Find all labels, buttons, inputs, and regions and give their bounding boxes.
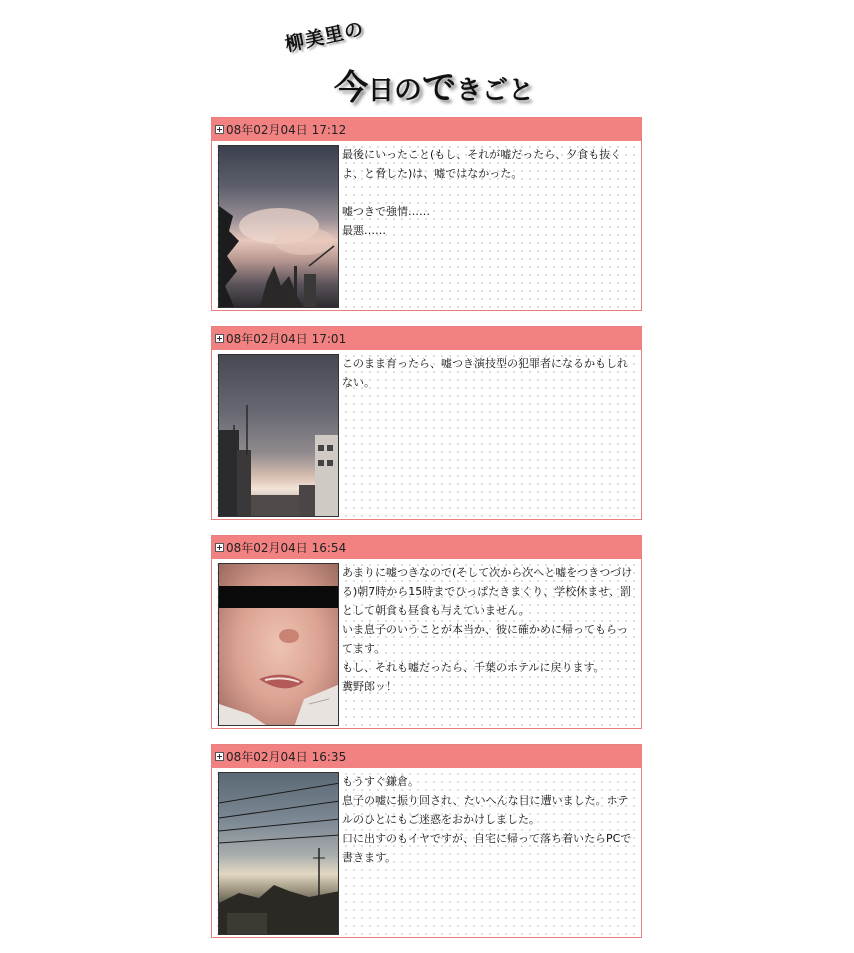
logo-title-char: で [422,68,457,108]
street-sunset-photo [219,355,339,517]
cloudy-sky-photo [219,146,339,308]
logo-title-char: の [394,73,423,106]
post-header [212,118,641,141]
post-photo[interactable] [218,772,339,935]
blog-post [211,117,642,311]
post-paragraph: 嘘つきで強情…… [342,205,430,218]
post-body [212,559,641,727]
post-photo[interactable] [218,354,339,517]
post-header [212,745,641,768]
post-photo[interactable] [218,145,339,308]
logo-title [334,60,534,109]
expand-plus-icon[interactable] [215,543,224,552]
logo-title-char: 今 [334,68,368,108]
post-paragraph: 最後にいったこと(もし、それが嘘だったら、夕食も抜くよ、と脅した)は、嘘ではなかった。 [342,148,622,180]
post-header [212,327,641,350]
expand-plus-icon[interactable] [215,125,224,134]
expand-plus-icon[interactable] [215,334,224,343]
post-timestamp: 08年02月04日 16:35 [226,750,347,764]
blog-post [211,744,642,938]
logo-title-char: と [508,76,535,106]
post-paragraph: もし、それも嘘だったら、千葉のホテルに戻ります。 [342,661,605,674]
post-paragraph: 息子の嘘に振り回され、たいへんな目に遭いました。ホテルのひとにもご迷惑をおかけしました。 [342,794,629,826]
power-lines-sky-photo [219,773,339,935]
post-paragraph: いま息子のいうことが本当か、彼に確かめに帰ってもらってます。 [342,623,628,655]
post-timestamp: 08年02月04日 16:54 [226,541,347,555]
post-timestamp: 08年02月04日 17:12 [226,123,347,137]
post-paragraph [342,183,635,202]
post-body [212,350,641,518]
post-text [342,145,635,240]
post-photo[interactable] [218,563,339,726]
blog-post [211,535,642,729]
expand-plus-icon[interactable] [215,752,224,761]
post-paragraph: このまま育ったら、嘘つき演技型の犯罪者になるかもしれない。 [342,357,628,389]
logo-title-char: き [456,76,483,106]
child-face-photo [219,564,339,726]
logo-title-char: 日 [368,76,395,106]
post-body [212,768,641,936]
post-paragraph: 最悪…… [342,224,386,237]
logo-author: 柳美里の [283,17,367,57]
post-paragraph: 糞野郎ッ！ [342,680,397,693]
post-text [342,772,635,867]
post-paragraph: 口に出すのもイヤですが、自宅に帰って落ち着いたらPCで書きます。 [342,832,632,864]
post-text [342,354,635,392]
logo-title-char: ご [482,76,509,106]
post-body [212,141,641,309]
site-logo [282,17,582,108]
post-paragraph: もうすぐ鎌倉。 [342,775,419,788]
post-text [342,563,635,696]
post-header [212,536,641,559]
post-timestamp: 08年02月04日 17:01 [226,332,347,346]
post-paragraph: あまりに嘘つきなので(そして次から次へと嘘をつきつづける)朝7時から15時までひっぱたきまくり、学校休ませ、罰として朝食も昼食も与えていません。 [342,566,633,617]
blog-post [211,326,642,520]
